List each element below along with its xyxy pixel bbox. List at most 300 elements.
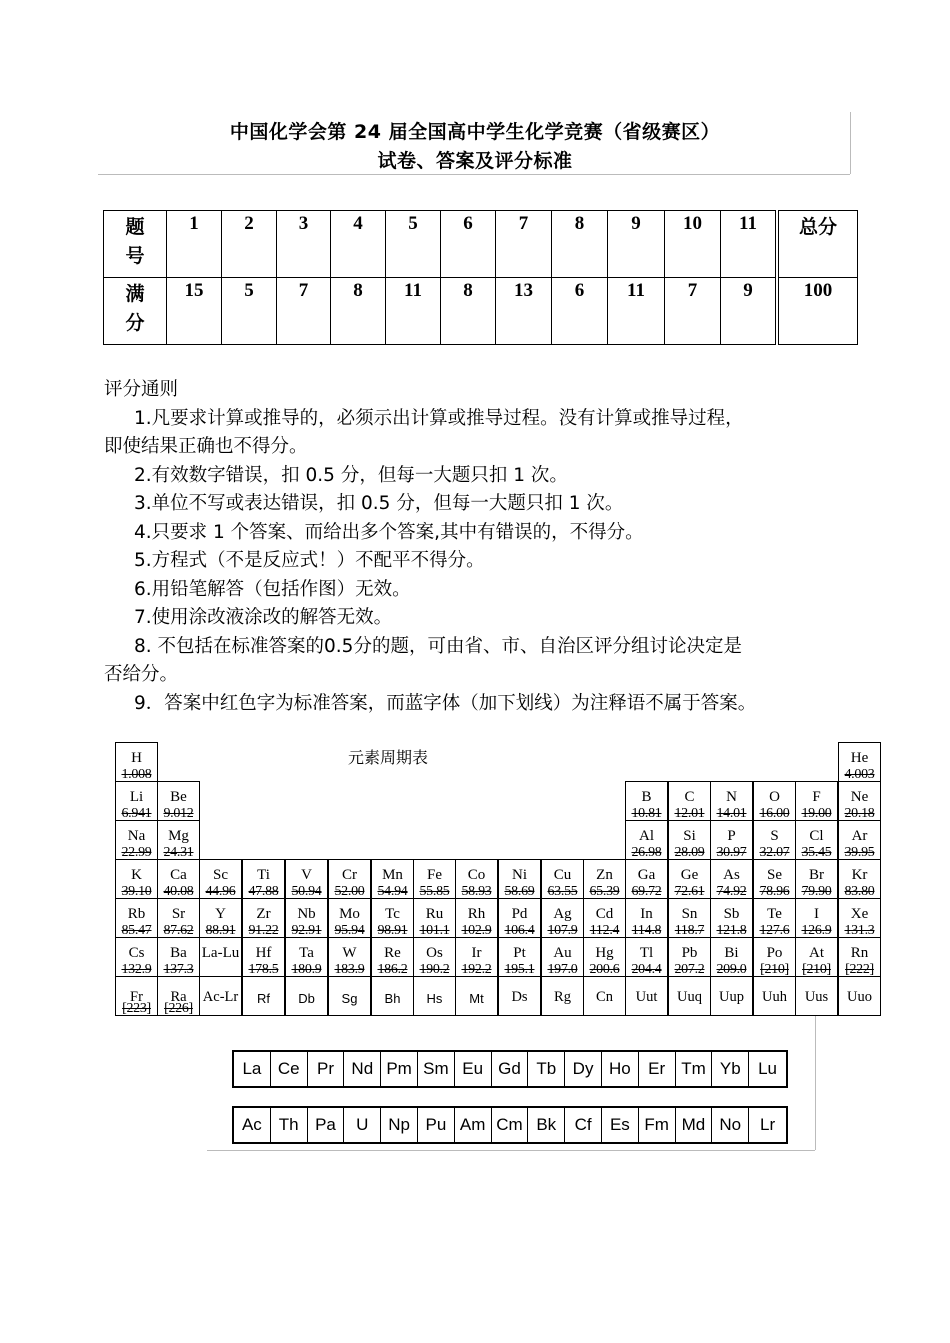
element-mass: 114.8 (631, 923, 662, 938)
lanthanide-cell: Gd (492, 1052, 529, 1086)
points-cell: 13 (496, 278, 552, 345)
element-symbol: Sb (723, 906, 740, 922)
element-symbol: Cn (596, 989, 613, 1005)
element-mass: 207.2 (674, 962, 705, 977)
title-side-rule (850, 112, 851, 174)
element-cell (371, 937, 414, 977)
question-cell: 10 (665, 211, 721, 278)
element-mass: 112.4 (589, 923, 620, 938)
element-symbol: Po (766, 945, 783, 961)
element-symbol: N (726, 789, 737, 805)
element-mass: [210] (760, 962, 789, 977)
element-symbol: La-Lu (201, 945, 240, 961)
element-mass: 9.012 (163, 806, 194, 821)
points-cell: 7 (665, 278, 721, 345)
element-cell (285, 859, 328, 899)
element-symbol: W (342, 945, 357, 961)
element-mass: 137.3 (163, 962, 194, 977)
element-symbol: S (770, 828, 779, 844)
element-symbol: P (727, 828, 736, 844)
lanthanide-cell: Tm (676, 1052, 713, 1086)
element-cell (413, 898, 456, 938)
element-mass: 47.88 (248, 884, 279, 899)
actinide-cell: Am (455, 1108, 492, 1142)
question-number-label-line1: 题 (125, 216, 145, 238)
rule-item: 8. 不包括在标准答案的0.5分的题，可由省、市、自治区评分组讨论决定是 (134, 635, 742, 657)
element-symbol: Be (170, 789, 187, 805)
question-cell: 1 (167, 211, 222, 278)
title-underline (98, 174, 850, 175)
element-symbol: Ti (257, 867, 270, 883)
actinide-cell: No (712, 1108, 749, 1142)
element-mass: 35.45 (801, 845, 832, 860)
element-symbol: Uup (719, 989, 744, 1005)
element-cell (157, 937, 200, 977)
question-number-label (104, 211, 167, 278)
element-mass: [226] (164, 1001, 193, 1016)
element-cell (157, 820, 200, 860)
element-cell (328, 937, 371, 977)
element-symbol: Mt (469, 991, 484, 1006)
element-cell (455, 976, 498, 1016)
element-cell (242, 937, 285, 977)
rules-heading: 评分通则 (104, 379, 179, 400)
element-symbol: Na (127, 828, 146, 844)
element-cell (541, 937, 584, 977)
points-cell: 8 (331, 278, 386, 345)
element-symbol: Bh (384, 991, 401, 1006)
element-cell (541, 898, 584, 938)
element-cell (115, 859, 158, 899)
points-cell: 9 (721, 278, 778, 345)
element-symbol: Rb (127, 906, 146, 922)
lanthanide-series (232, 1050, 788, 1088)
element-symbol: Rg (554, 989, 571, 1005)
element-cell (115, 820, 158, 860)
question-cell: 8 (552, 211, 608, 278)
element-cell (157, 898, 200, 938)
element-cell (199, 937, 242, 977)
element-symbol: Re (384, 945, 401, 961)
element-mass: 6.941 (121, 806, 152, 821)
element-symbol: Br (809, 867, 824, 883)
element-symbol: H (131, 750, 142, 766)
element-cell (668, 976, 711, 1016)
element-symbol: Ac-Lr (202, 989, 239, 1005)
element-symbol: Cl (809, 828, 824, 844)
element-mass: 101.1 (419, 923, 450, 938)
lanthanide-cell: Dy (565, 1052, 602, 1086)
question-cell: 9 (608, 211, 665, 278)
element-mass: 69.72 (631, 884, 662, 899)
points-cell: 11 (608, 278, 665, 345)
element-cell (157, 976, 200, 1016)
question-cell: 2 (222, 211, 277, 278)
element-cell (115, 781, 158, 821)
element-cell (413, 859, 456, 899)
element-cell (328, 976, 371, 1016)
element-cell (498, 976, 541, 1016)
element-symbol: Hs (426, 991, 443, 1006)
element-mass: 58.69 (504, 884, 535, 899)
points-cell: 11 (386, 278, 441, 345)
element-symbol: Fr (130, 989, 143, 1005)
element-cell (753, 976, 796, 1016)
element-cell (541, 859, 584, 899)
element-cell (199, 976, 242, 1016)
rule-item: 否给分。 (104, 664, 179, 685)
element-cell (115, 976, 158, 1016)
element-symbol: Ar (851, 828, 868, 844)
element-cell (285, 898, 328, 938)
question-cell: 4 (331, 211, 386, 278)
element-symbol: Bi (724, 945, 739, 961)
element-mass: 190.2 (419, 962, 450, 977)
element-cell (795, 937, 838, 977)
element-mass: 95.94 (334, 923, 365, 938)
rule-item: 1.凡要求计算或推导的，必须示出计算或推导过程。没有计算或推导过程， (134, 407, 744, 429)
total-label: 总分 (777, 211, 858, 278)
element-symbol: Tc (385, 906, 400, 922)
rule-item: 4.只要求 1 个答案、而给出多个答案,其中有错误的，不得分。 (134, 521, 644, 543)
element-cell (668, 898, 711, 938)
element-symbol: Y (215, 906, 226, 922)
element-symbol: Se (767, 867, 782, 883)
element-mass: 127.6 (759, 923, 790, 938)
element-symbol: Ru (425, 906, 444, 922)
element-mass: 32.07 (759, 845, 790, 860)
element-symbol: Tl (639, 945, 654, 961)
element-mass: 192.2 (461, 962, 492, 977)
element-cell (625, 976, 668, 1016)
element-mass: 178.5 (248, 962, 279, 977)
lanthanide-cell: Nd (344, 1052, 381, 1086)
element-mass: 98.91 (377, 923, 408, 938)
element-cell (710, 820, 753, 860)
title-line-1: 中国化学会第 24 届全国高中学生化学竞赛（省级赛区） (229, 121, 721, 143)
element-symbol: Uut (635, 989, 658, 1005)
element-cell (625, 820, 668, 860)
element-cell (498, 898, 541, 938)
element-cell (838, 976, 881, 1016)
element-mass: 10.81 (631, 806, 662, 821)
element-symbol: As (723, 867, 740, 883)
points-cell: 7 (277, 278, 331, 345)
actinide-series (232, 1106, 788, 1144)
element-cell (668, 859, 711, 899)
element-symbol: I (814, 906, 819, 922)
title-line-2: 试卷、答案及评分标准 (377, 150, 573, 172)
element-symbol: Sr (171, 906, 186, 922)
element-mass: 74.92 (716, 884, 747, 899)
full-score-label-line1: 满 (125, 283, 145, 305)
element-symbol: Li (129, 789, 144, 805)
element-mass: 72.61 (674, 884, 705, 899)
element-mass: 131.3 (844, 923, 875, 938)
actinide-cell: Th (271, 1108, 308, 1142)
element-cell (710, 781, 753, 821)
element-cell (285, 976, 328, 1016)
element-cell (242, 859, 285, 899)
actinide-cell: Pa (308, 1108, 345, 1142)
element-mass: 4.003 (844, 767, 875, 782)
element-symbol: Al (639, 828, 654, 844)
element-cell (795, 898, 838, 938)
element-symbol: Si (683, 828, 696, 844)
element-symbol: Cr (342, 867, 357, 883)
actinide-cell: Cm (492, 1108, 529, 1142)
element-mass: 209.0 (716, 962, 747, 977)
element-symbol: Ra (170, 989, 187, 1005)
full-score-label (104, 278, 167, 345)
element-symbol: Cu (553, 867, 572, 883)
element-mass: 195.1 (504, 962, 535, 977)
element-cell (625, 859, 668, 899)
element-symbol: Mo (339, 906, 360, 922)
periodic-table-bottom-rule (207, 1150, 815, 1151)
element-symbol: Zr (256, 906, 271, 922)
element-cell (753, 859, 796, 899)
element-mass: 12.01 (674, 806, 705, 821)
element-symbol: C (684, 789, 695, 805)
full-score-label-line2: 分 (125, 312, 145, 334)
score-table (103, 210, 858, 345)
element-cell (157, 859, 200, 899)
periodic-table-title: 元素周期表 (348, 748, 429, 767)
element-symbol: Co (467, 867, 486, 883)
element-cell (838, 820, 881, 860)
lanthanide-cell: Tb (528, 1052, 565, 1086)
element-cell (710, 859, 753, 899)
element-mass: 39.10 (121, 884, 152, 899)
rule-item: 3.单位不写或表达错误，扣 0.5 分，但每一大题只扣 1 次。 (134, 493, 624, 514)
element-cell (115, 742, 158, 782)
element-cell (371, 976, 414, 1016)
element-mass: 88.91 (205, 923, 236, 938)
element-mass: 20.18 (844, 806, 875, 821)
element-symbol: V (301, 867, 312, 883)
points-cell: 6 (552, 278, 608, 345)
question-cell: 7 (496, 211, 552, 278)
element-symbol: Zn (596, 867, 613, 883)
element-cell (668, 820, 711, 860)
element-symbol: Uus (804, 989, 829, 1005)
element-mass: 58.93 (461, 884, 492, 899)
points-cell: 8 (441, 278, 496, 345)
element-symbol: Sg (341, 991, 358, 1006)
element-cell (625, 781, 668, 821)
element-cell (583, 937, 626, 977)
points-cell: 15 (167, 278, 222, 345)
element-mass: 55.85 (419, 884, 450, 899)
actinide-cell: Lr (759, 1115, 776, 1134)
element-cell (795, 859, 838, 899)
rule-item: 6.用铅笔解答（包括作图）无效。 (134, 578, 411, 600)
element-symbol: Ag (553, 906, 572, 922)
element-mass: 52.00 (334, 884, 365, 899)
element-mass: 180.9 (291, 962, 322, 977)
element-cell (455, 859, 498, 899)
rule-item: 即使结果正确也不得分。 (104, 436, 308, 457)
element-cell (583, 976, 626, 1016)
element-symbol: Ni (512, 867, 527, 883)
lanthanide-cell: Ho (602, 1052, 639, 1086)
element-symbol: Ir (471, 945, 482, 961)
element-cell (413, 976, 456, 1016)
question-cell: 11 (721, 211, 778, 278)
lanthanide-cell: Er (639, 1052, 676, 1086)
element-cell (371, 859, 414, 899)
element-mass: 65.39 (589, 884, 620, 899)
element-symbol: Mg (168, 828, 189, 844)
element-symbol: Kr (851, 867, 868, 883)
element-symbol: Mn (382, 867, 403, 883)
actinide-cell: U (344, 1108, 381, 1142)
element-symbol: Hg (595, 945, 614, 961)
element-symbol: Ga (637, 867, 656, 883)
element-mass: 26.98 (631, 845, 662, 860)
lanthanide-cell: Ce (271, 1052, 308, 1086)
element-mass: 83.80 (844, 884, 875, 899)
element-mass: 28.09 (674, 845, 705, 860)
element-mass: 78.96 (759, 884, 790, 899)
element-mass: 118.7 (674, 923, 705, 938)
actinide-cell: Cf (565, 1108, 602, 1142)
element-mass: 30.97 (716, 845, 747, 860)
element-cell (625, 937, 668, 977)
element-symbol: In (640, 906, 653, 922)
element-cell (115, 898, 158, 938)
actinide-cell: Ac (234, 1108, 271, 1142)
element-mass: 126.9 (801, 923, 832, 938)
actinide-cell: Pu (418, 1108, 455, 1142)
element-symbol: Nb (297, 906, 316, 922)
question-cell: 3 (277, 211, 331, 278)
element-cell (455, 937, 498, 977)
element-mass: 19.00 (801, 806, 832, 821)
element-cell (753, 898, 796, 938)
element-mass: [223] (122, 1001, 151, 1016)
element-mass: 197.0 (547, 962, 578, 977)
rule-item: 9．答案中红色字为标准答案，而蓝字体（加下划线）为注释语不属于答案。 (134, 692, 757, 714)
element-mass: 102.9 (461, 923, 492, 938)
element-mass: 79.90 (801, 884, 832, 899)
element-symbol: Sn (681, 906, 698, 922)
element-mass: 121.8 (716, 923, 747, 938)
element-mass: 1.008 (121, 767, 152, 782)
actinide-cell: Bk (528, 1108, 565, 1142)
element-cell (285, 937, 328, 977)
element-symbol: Ca (170, 867, 187, 883)
element-cell (199, 859, 242, 899)
element-symbol: Sc (213, 867, 228, 883)
lanthanide-cell: Sm (418, 1052, 455, 1086)
actinide-cell: Md (676, 1108, 713, 1142)
element-symbol: Pt (513, 945, 526, 961)
element-symbol: He (850, 750, 869, 766)
element-symbol: Ds (511, 989, 528, 1005)
element-symbol: Cd (595, 906, 614, 922)
element-cell (498, 859, 541, 899)
element-mass: 107.9 (547, 923, 578, 938)
actinide-cell: Fm (639, 1108, 676, 1142)
element-symbol: Ba (170, 945, 187, 961)
element-symbol: Ne (850, 789, 869, 805)
element-mass: 186.2 (377, 962, 408, 977)
element-mass: 22.99 (121, 845, 152, 860)
element-cell (795, 820, 838, 860)
grading-rules (104, 376, 864, 718)
element-cell (838, 781, 881, 821)
total-points: 100 (777, 278, 858, 345)
element-cell (455, 898, 498, 938)
element-mass: 92.91 (291, 923, 322, 938)
lanthanide-cell: Yb (712, 1052, 749, 1086)
element-symbol: Rh (467, 906, 486, 922)
element-symbol: Ta (299, 945, 314, 961)
element-mass: 44.96 (205, 884, 236, 899)
element-symbol: O (769, 789, 780, 805)
question-number-row (104, 211, 858, 278)
element-symbol: Xe (850, 906, 869, 922)
element-mass: 204.4 (631, 962, 662, 977)
element-cell (242, 898, 285, 938)
element-cell (753, 781, 796, 821)
element-cell (498, 937, 541, 977)
lanthanide-cell: Pm (381, 1052, 418, 1086)
element-mass: [210] (802, 962, 831, 977)
element-symbol: Fe (427, 867, 442, 883)
question-cell: 6 (441, 211, 496, 278)
element-cell (838, 859, 881, 899)
element-symbol: Db (298, 991, 315, 1006)
element-mass: 91.22 (248, 923, 279, 938)
element-cell (413, 937, 456, 977)
element-cell (668, 937, 711, 977)
element-cell (710, 898, 753, 938)
lanthanide-cell: Pr (308, 1052, 345, 1086)
periodic-table-side-rule (815, 1015, 816, 1150)
element-cell (795, 976, 838, 1016)
element-symbol: Te (767, 906, 782, 922)
element-symbol: Uuq (677, 989, 702, 1005)
element-cell (115, 937, 158, 977)
question-number-label-line2: 号 (125, 245, 145, 267)
element-cell (157, 781, 200, 821)
element-mass: 54.94 (377, 884, 408, 899)
actinide-cell: Es (602, 1108, 639, 1142)
element-mass: 87.62 (163, 923, 194, 938)
element-cell (583, 898, 626, 938)
rule-item: 2.有效数字错误，扣 0.5 分，但每一大题只扣 1 次。 (134, 464, 568, 486)
element-symbol: Cs (128, 945, 145, 961)
points-cell: 5 (222, 278, 277, 345)
full-score-row (104, 278, 858, 345)
element-symbol: Pd (511, 906, 528, 922)
element-mass: 40.08 (163, 884, 194, 899)
element-mass: 85.47 (121, 923, 152, 938)
element-cell (541, 976, 584, 1016)
element-cell (583, 859, 626, 899)
element-symbol: At (809, 945, 824, 961)
element-cell (328, 859, 371, 899)
element-cell (710, 976, 753, 1016)
element-mass: [222] (845, 962, 874, 977)
actinide-cell: Np (381, 1108, 418, 1142)
element-mass: 132.9 (121, 962, 152, 977)
element-symbol: B (641, 789, 652, 805)
element-symbol: Uuh (762, 989, 787, 1005)
